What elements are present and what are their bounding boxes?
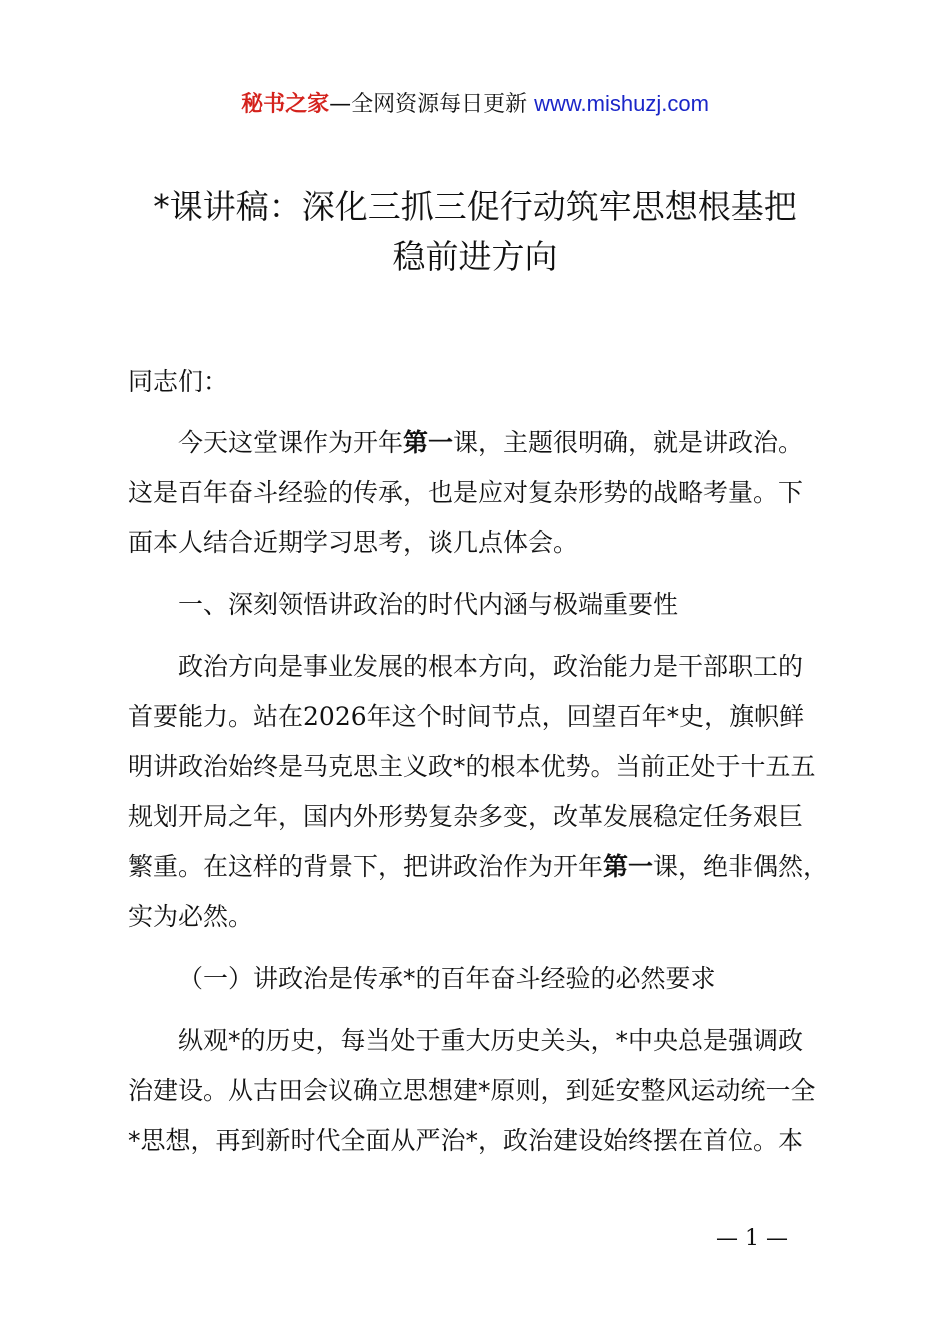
page-number: — 1 — xyxy=(716,1226,788,1251)
site-url-link[interactable]: www.mishuzj.com xyxy=(534,91,709,116)
paragraph-line: 这是百年奋斗经验的传承，也是应对复杂形势的战略考量。下 xyxy=(128,478,804,507)
section-heading-1 xyxy=(128,580,838,630)
greeting-text: 同志们： xyxy=(128,367,229,396)
subheading-text: （一）讲政治是传承*的百年奋斗经验的必然要求 xyxy=(178,964,716,993)
paragraph-political-direction xyxy=(128,642,838,942)
document-title xyxy=(60,182,890,282)
title-line-1: *课讲稿：深化三抓三促行动筑牢思想根基把 xyxy=(153,187,797,226)
paragraph-line: 实为必然。 xyxy=(128,902,254,931)
paragraph-line: 明讲政治始终是马克思主义政*的根本优势。当前正处于十五五 xyxy=(128,752,816,781)
bold-text: 第一 xyxy=(403,428,454,457)
heading-text: 一、深刻领悟讲政治的时代内涵与极端重要性 xyxy=(178,590,679,619)
paragraph-line: 纵观*的历史，每当处于重大历史关头，*中央总是强调政 xyxy=(178,1026,804,1055)
paragraph-line: 治建设。从古田会议确立思想建*原则，到延安整风运动统一全 xyxy=(128,1076,816,1105)
paragraph-line: 规划开局之年，国内外形势复杂多变，改革发展稳定任务艰巨 xyxy=(128,802,804,831)
paragraph-history xyxy=(128,1016,838,1166)
paragraph-line: 繁重。在这样的背景下，把讲政治作为开年第一课，绝非偶然， xyxy=(128,852,829,881)
paragraph-line: 今天这堂课作为开年第一课，主题很明确，就是讲政治。 xyxy=(178,428,804,457)
year-number: 2026 xyxy=(303,702,367,731)
site-header xyxy=(0,88,950,121)
brand-name: 秘书之家 xyxy=(241,92,330,117)
header-slogan: —全网资源每日更新 xyxy=(329,92,535,117)
paragraph-line: 面本人结合近期学习思考，谈几点体会。 xyxy=(128,528,579,557)
subsection-heading-1 xyxy=(128,954,838,1004)
paragraph-intro xyxy=(128,418,838,568)
bold-text: 第一 xyxy=(603,852,654,881)
greeting xyxy=(128,357,838,407)
paragraph-line: 政治方向是事业发展的根本方向，政治能力是干部职工的 xyxy=(178,652,804,681)
paragraph-line: 首要能力。站在2026年这个时间节点，回望百年*史，旗帜鲜 xyxy=(128,702,805,731)
paragraph-line: *思想，再到新时代全面从严治*，政治建设始终摆在首位。本 xyxy=(128,1126,804,1155)
title-line-2: 稳前进方向 xyxy=(392,237,558,276)
